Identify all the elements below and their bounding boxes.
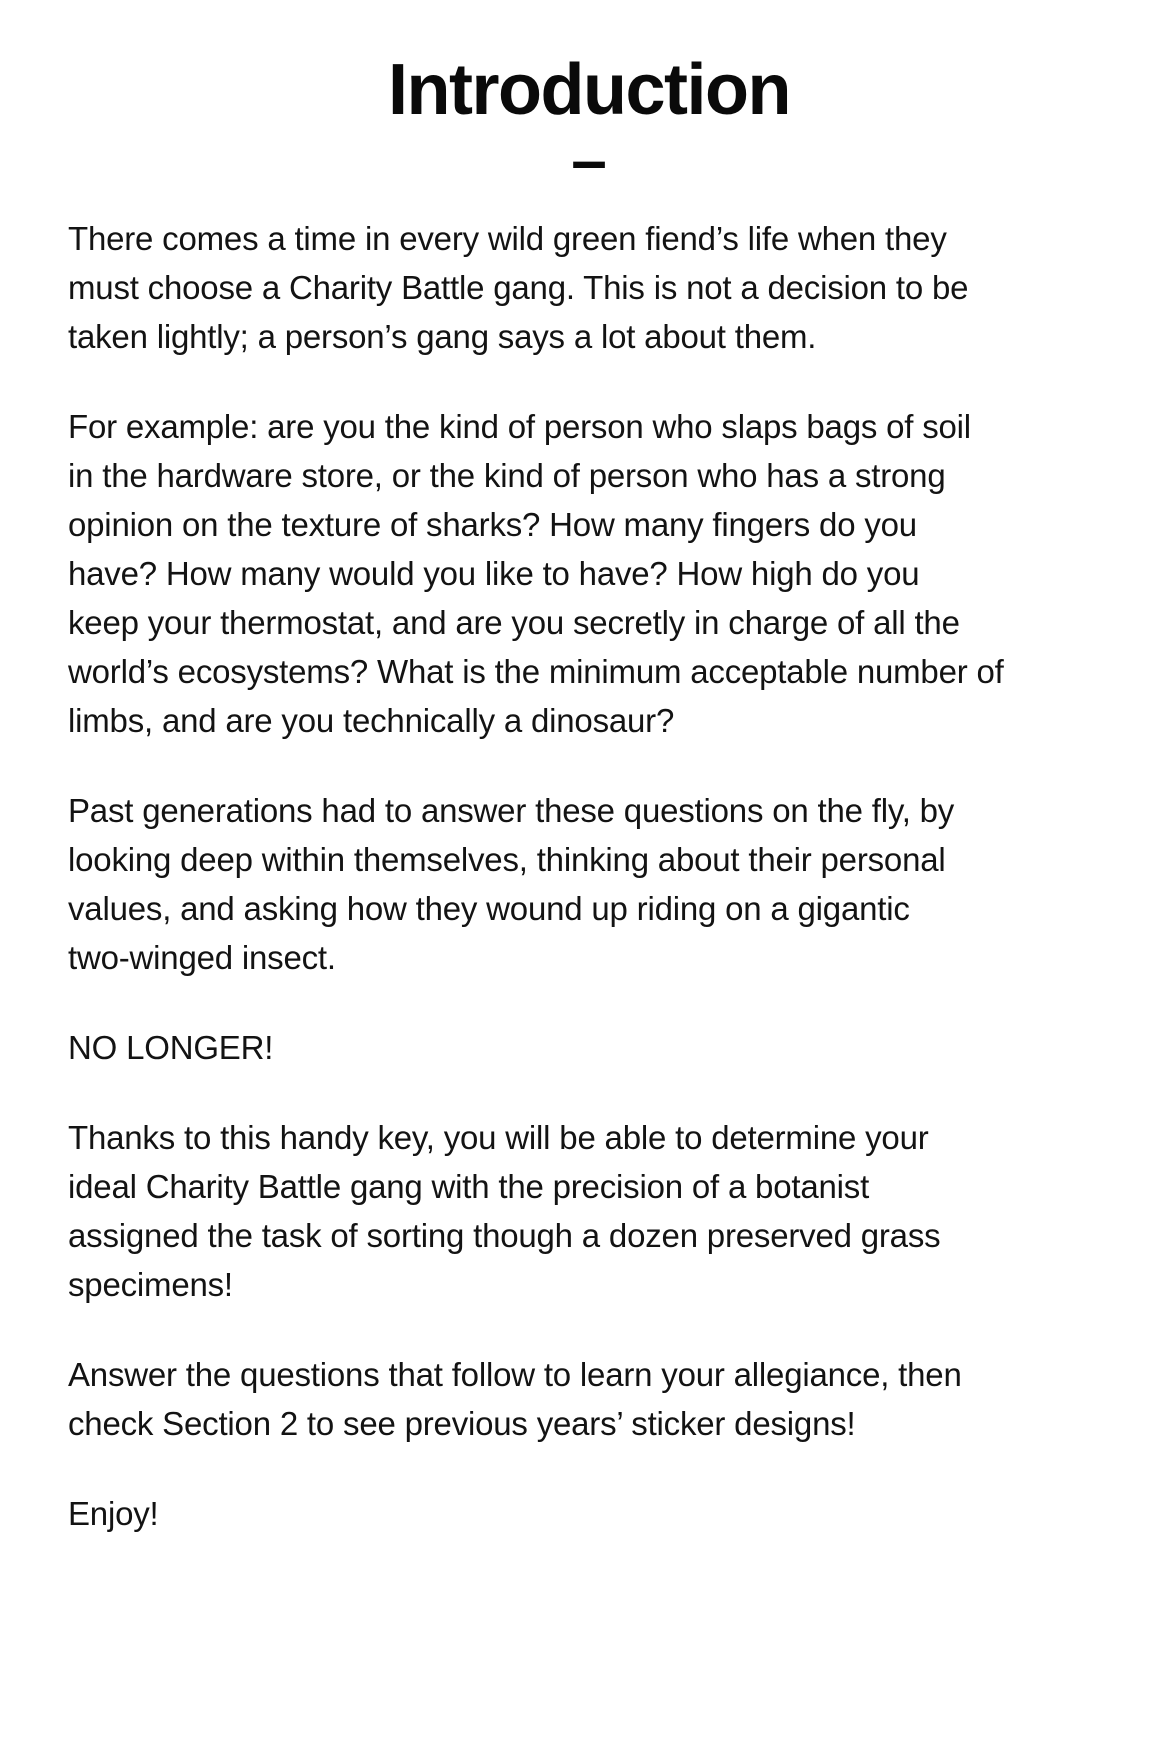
paragraph-1: There comes a time in every wild green fiend’s life when they must choose a Charity Battle gang. This is not a decision to be taken lightly; a person’s gang says a lot about them.: [68, 220, 969, 355]
paragraph-2: For example: are you the kind of person who slaps bags of soil in the hardware store, or the kind of person who has a strong opinion on the texture of sharks? How many fingers do you have? How many would you like to have? How high do you keep your thermostat, and are you secretly in charge of all the world’s ecosystems? What is the minimum acceptable number of limbs, and are you technically a dinosaur?: [68, 408, 1004, 739]
paragraph-3: Past generations had to answer these questions on the fly, by looking deep within themselves, thinking about their personal values, and asking how they wound up riding on a gigantic two-winged insect.: [68, 792, 955, 976]
paragraph-5: Thanks to this handy key, you will be able to determine your ideal Charity Battle gang with the precision of a botanist assigned the task of sorting though a dozen preserved grass specimens!: [68, 1119, 941, 1303]
paragraph-6: Answer the questions that follow to learn your allegiance, then check Section 2 to see previous years’ sticker designs!: [68, 1356, 962, 1442]
body-text: [68, 214, 1110, 1538]
paragraph-7-enjoy: Enjoy!: [68, 1495, 159, 1532]
title-dash: –: [571, 124, 607, 196]
paragraph-4-no-longer: NO LONGER!: [68, 1029, 274, 1066]
page-title: Introduction: [388, 50, 790, 130]
